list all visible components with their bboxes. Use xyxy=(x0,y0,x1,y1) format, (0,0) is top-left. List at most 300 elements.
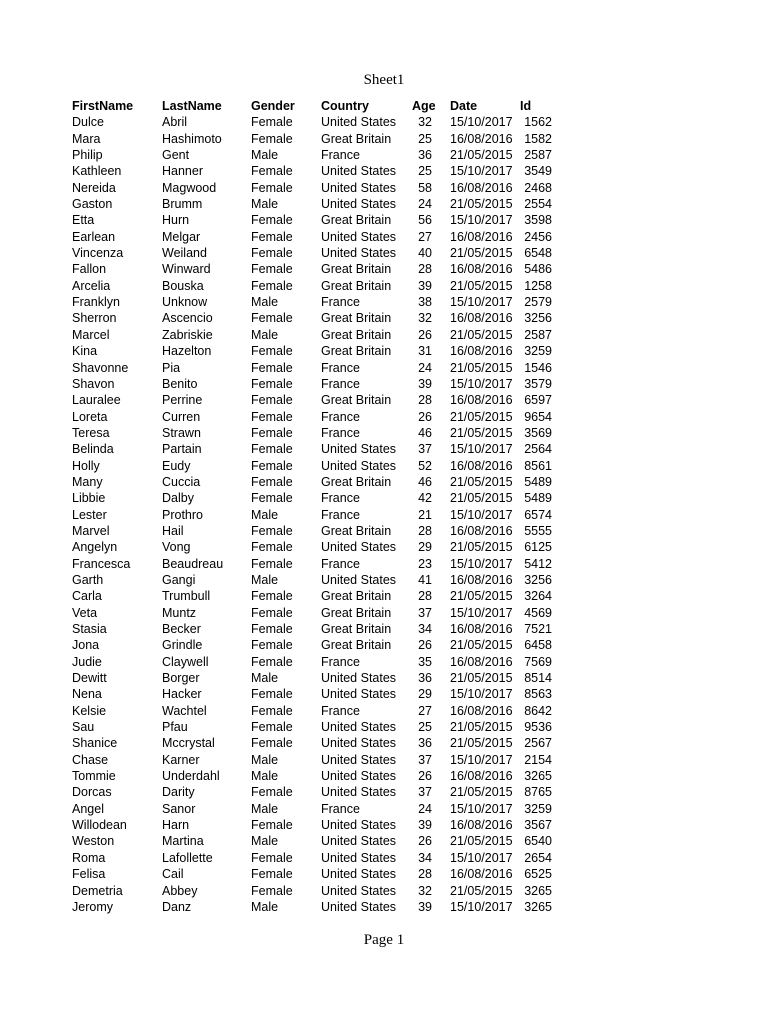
lastname-cell: Karner xyxy=(162,752,200,767)
lastname-cell: Martina xyxy=(162,834,204,849)
table-row xyxy=(72,866,552,882)
lastname-cell: Perrine xyxy=(162,393,203,408)
firstname-cell: Nereida xyxy=(72,180,116,195)
firstname-cell: Veta xyxy=(72,605,98,620)
date-cell: 16/08/2016 xyxy=(450,572,513,587)
country-cell: Great Britain xyxy=(321,262,392,277)
lastname-cell: Lafollette xyxy=(162,850,213,865)
gender-cell: Male xyxy=(251,572,279,587)
id-cell: 3567 xyxy=(524,818,552,833)
firstname-cell: Fallon xyxy=(72,262,107,277)
age-cell: 41 xyxy=(418,572,432,587)
lastname-cell: Hurn xyxy=(162,213,190,228)
firstname-cell: Libbie xyxy=(72,491,106,506)
id-cell: 3569 xyxy=(524,425,552,440)
age-cell: 27 xyxy=(418,229,432,244)
country-cell: United States xyxy=(321,752,397,767)
gender-cell: Female xyxy=(251,180,293,195)
date-cell: 15/10/2017 xyxy=(450,556,513,571)
lastname-cell: Bouska xyxy=(162,278,204,293)
id-cell: 7521 xyxy=(524,622,552,636)
country-cell: United States xyxy=(321,197,397,212)
date-cell: 16/08/2016 xyxy=(450,769,513,784)
firstname-cell: Demetria xyxy=(72,883,123,898)
age-cell: 26 xyxy=(418,769,432,784)
age-cell: 37 xyxy=(418,605,432,620)
lastname-cell: Wachtel xyxy=(162,703,207,718)
id-cell: 3265 xyxy=(524,769,552,784)
country-cell: Great Britain xyxy=(321,213,392,228)
date-cell: 15/10/2017 xyxy=(450,164,513,179)
country-cell: France xyxy=(321,409,360,424)
gender-cell: Female xyxy=(251,474,293,489)
gender-cell: Female xyxy=(251,425,293,440)
age-cell: 39 xyxy=(418,376,432,391)
country-cell: Great Britain xyxy=(321,638,392,653)
gender-cell: Female xyxy=(251,246,293,261)
lastname-cell: Gent xyxy=(162,148,190,163)
gender-cell: Female xyxy=(251,589,293,604)
date-cell: 16/08/2016 xyxy=(450,262,513,277)
lastname-cell: Grindle xyxy=(162,638,203,653)
date-cell: 15/10/2017 xyxy=(450,295,513,310)
firstname-cell: Nena xyxy=(72,687,102,702)
firstname-cell: Shanice xyxy=(72,736,118,751)
lastname-cell: Curren xyxy=(162,409,201,424)
id-cell: 8765 xyxy=(524,785,552,800)
lastname-cell: Underdahl xyxy=(162,769,220,784)
table-row xyxy=(72,458,552,474)
country-cell: United States xyxy=(321,899,397,914)
country-cell: United States xyxy=(321,458,397,473)
age-cell: 26 xyxy=(418,638,432,653)
date-cell: 16/08/2016 xyxy=(450,393,513,408)
gender-cell: Male xyxy=(251,769,279,784)
age-cell: 39 xyxy=(418,818,432,833)
age-cell: 28 xyxy=(418,867,432,882)
id-cell: 5489 xyxy=(524,474,552,489)
gender-cell: Male xyxy=(251,671,279,686)
id-cell: 3259 xyxy=(524,801,552,816)
country-cell: United States xyxy=(321,572,397,587)
table-row xyxy=(72,343,552,359)
id-cell: 2554 xyxy=(524,197,552,212)
id-cell: 8642 xyxy=(524,703,552,718)
table-row xyxy=(72,441,552,457)
table-row xyxy=(72,621,552,637)
age-cell: 37 xyxy=(418,752,432,767)
firstname-cell: Chase xyxy=(72,752,109,767)
lastname-cell: Vong xyxy=(162,540,191,555)
firstname-cell: Angelyn xyxy=(72,540,118,555)
country-cell: Great Britain xyxy=(321,344,392,359)
age-cell: 27 xyxy=(418,703,432,718)
country-cell: Great Britain xyxy=(321,311,392,326)
gender-cell: Female xyxy=(251,622,293,636)
lastname-cell: Winward xyxy=(162,262,211,277)
date-cell: 21/05/2015 xyxy=(450,638,513,653)
gender-cell: Female xyxy=(251,213,293,228)
lastname-cell: Cail xyxy=(162,867,184,882)
lastname-cell: Dalby xyxy=(162,491,194,506)
lastname-cell: Abril xyxy=(162,115,188,130)
firstname-cell: Teresa xyxy=(72,425,110,440)
age-cell: 58 xyxy=(418,180,432,195)
age-cell: 37 xyxy=(418,785,432,800)
firstname-cell: Garth xyxy=(72,572,104,587)
lastname-cell: Ascencio xyxy=(162,311,213,326)
id-cell: 2456 xyxy=(524,229,552,244)
lastname-cell: Gangi xyxy=(162,572,196,587)
date-cell: 21/05/2015 xyxy=(450,785,513,800)
country-cell: Great Britain xyxy=(321,278,392,293)
gender-cell: Female xyxy=(251,229,293,244)
gender-cell: Male xyxy=(251,295,279,310)
date-cell: 21/05/2015 xyxy=(450,278,513,293)
table-row xyxy=(72,278,552,294)
id-cell: 2567 xyxy=(524,736,552,751)
lastname-cell: Hail xyxy=(162,523,184,538)
table-row xyxy=(72,409,552,425)
lastname-cell: Melgar xyxy=(162,229,201,244)
table-row xyxy=(72,245,552,261)
table-row xyxy=(72,539,552,555)
gender-cell: Female xyxy=(251,458,293,473)
age-cell: 37 xyxy=(418,442,432,457)
id-cell: 2468 xyxy=(524,180,552,195)
table-row xyxy=(72,360,552,376)
firstname-cell: Angel xyxy=(72,801,104,816)
firstname-cell: Marvel xyxy=(72,523,110,538)
country-cell: Great Britain xyxy=(321,327,392,342)
gender-cell: Female xyxy=(251,687,293,702)
country-cell: France xyxy=(321,703,360,718)
table-row xyxy=(72,670,552,686)
country-cell: United States xyxy=(321,720,397,735)
age-cell: 32 xyxy=(418,883,432,898)
lastname-cell: Prothro xyxy=(162,507,203,522)
country-cell: Great Britain xyxy=(321,474,392,489)
age-cell: 32 xyxy=(418,115,432,130)
country-cell: United States xyxy=(321,687,397,702)
country-cell: United States xyxy=(321,818,397,833)
id-cell: 5486 xyxy=(524,262,552,277)
lastname-cell: Harn xyxy=(162,818,190,833)
country-cell: United States xyxy=(321,180,397,195)
table-row xyxy=(72,294,552,310)
country-cell: France xyxy=(321,425,360,440)
id-cell: 2564 xyxy=(524,442,552,457)
date-cell: 16/08/2016 xyxy=(450,654,513,669)
date-cell: 21/05/2015 xyxy=(450,148,513,163)
date-cell: 21/05/2015 xyxy=(450,360,513,375)
firstname-cell: Many xyxy=(72,474,103,489)
gender-cell: Female xyxy=(251,720,293,735)
column-header-country: Country xyxy=(321,99,369,113)
country-cell: United States xyxy=(321,883,397,898)
age-cell: 46 xyxy=(418,425,432,440)
country-cell: United States xyxy=(321,671,397,686)
gender-cell: Female xyxy=(251,736,293,751)
date-cell: 21/05/2015 xyxy=(450,246,513,261)
id-cell: 3259 xyxy=(524,344,552,359)
data-table xyxy=(72,98,552,915)
id-cell: 9536 xyxy=(524,720,552,735)
country-cell: Great Britain xyxy=(321,523,392,538)
date-cell: 21/05/2015 xyxy=(450,491,513,506)
table-row xyxy=(72,507,552,523)
lastname-cell: Hashimoto xyxy=(162,131,222,146)
date-cell: 16/08/2016 xyxy=(450,131,513,146)
firstname-cell: Willodean xyxy=(72,818,127,833)
id-cell: 3579 xyxy=(524,376,552,391)
date-cell: 15/10/2017 xyxy=(450,801,513,816)
table-row xyxy=(72,556,552,572)
date-cell: 15/10/2017 xyxy=(450,899,513,914)
id-cell: 1258 xyxy=(524,278,552,293)
country-cell: United States xyxy=(321,164,397,179)
firstname-cell: Earlean xyxy=(72,229,116,244)
lastname-cell: Pfau xyxy=(162,720,188,735)
firstname-cell: Loreta xyxy=(72,409,108,424)
table-row xyxy=(72,523,552,539)
country-cell: France xyxy=(321,654,360,669)
firstname-cell: Weston xyxy=(72,834,115,849)
lastname-cell: Cuccia xyxy=(162,474,201,489)
firstname-cell: Carla xyxy=(72,589,102,604)
id-cell: 6597 xyxy=(524,393,552,408)
country-cell: United States xyxy=(321,229,397,244)
id-cell: 3256 xyxy=(524,311,552,326)
date-cell: 21/05/2015 xyxy=(450,327,513,342)
age-cell: 26 xyxy=(418,834,432,849)
table-row xyxy=(72,703,552,719)
gender-cell: Male xyxy=(251,148,279,163)
date-cell: 16/08/2016 xyxy=(450,622,513,636)
age-cell: 34 xyxy=(418,622,432,636)
table-row xyxy=(72,801,552,817)
date-cell: 16/08/2016 xyxy=(450,523,513,538)
country-cell: United States xyxy=(321,736,397,751)
gender-cell: Female xyxy=(251,523,293,538)
lastname-cell: Unknow xyxy=(162,295,208,310)
gender-cell: Female xyxy=(251,818,293,833)
id-cell: 3549 xyxy=(524,164,552,179)
country-cell: United States xyxy=(321,785,397,800)
id-cell: 6548 xyxy=(524,246,552,261)
age-cell: 46 xyxy=(418,474,432,489)
age-cell: 36 xyxy=(418,148,432,163)
date-cell: 15/10/2017 xyxy=(450,442,513,457)
age-cell: 39 xyxy=(418,899,432,914)
gender-cell: Female xyxy=(251,393,293,408)
firstname-cell: Kelsie xyxy=(72,703,107,718)
id-cell: 6540 xyxy=(524,834,552,849)
lastname-cell: Muntz xyxy=(162,605,197,620)
date-cell: 16/08/2016 xyxy=(450,344,513,359)
date-cell: 15/10/2017 xyxy=(450,115,513,130)
column-header-id: Id xyxy=(520,99,532,113)
lastname-cell: Hacker xyxy=(162,687,202,702)
lastname-cell: Borger xyxy=(162,671,200,686)
age-cell: 36 xyxy=(418,671,432,686)
table-row xyxy=(72,196,552,212)
country-cell: France xyxy=(321,556,360,571)
firstname-cell: Philip xyxy=(72,148,103,163)
country-cell: France xyxy=(321,295,360,310)
id-cell: 6525 xyxy=(524,867,552,882)
date-cell: 21/05/2015 xyxy=(450,720,513,735)
age-cell: 24 xyxy=(418,360,432,375)
table-row xyxy=(72,719,552,735)
age-cell: 29 xyxy=(418,540,432,555)
firstname-cell: Roma xyxy=(72,850,106,865)
gender-cell: Female xyxy=(251,556,293,571)
id-cell: 6458 xyxy=(524,638,552,653)
firstname-cell: Vincenza xyxy=(72,246,124,261)
age-cell: 52 xyxy=(418,458,432,473)
age-cell: 28 xyxy=(418,589,432,604)
country-cell: France xyxy=(321,148,360,163)
lastname-cell: Brumm xyxy=(162,197,203,212)
firstname-cell: Kathleen xyxy=(72,164,122,179)
table-row xyxy=(72,376,552,392)
gender-cell: Male xyxy=(251,507,279,522)
date-cell: 21/05/2015 xyxy=(450,409,513,424)
table-row xyxy=(72,131,552,147)
id-cell: 3256 xyxy=(524,572,552,587)
firstname-cell: Marcel xyxy=(72,327,110,342)
date-cell: 16/08/2016 xyxy=(450,818,513,833)
table-row xyxy=(72,850,552,866)
age-cell: 28 xyxy=(418,523,432,538)
country-cell: United States xyxy=(321,834,397,849)
id-cell: 4569 xyxy=(524,605,552,620)
gender-cell: Female xyxy=(251,540,293,555)
firstname-cell: Shavon xyxy=(72,376,115,391)
id-cell: 6125 xyxy=(524,540,552,555)
lastname-cell: Magwood xyxy=(162,180,217,195)
age-cell: 28 xyxy=(418,393,432,408)
country-cell: France xyxy=(321,507,360,522)
age-cell: 25 xyxy=(418,720,432,735)
lastname-cell: Abbey xyxy=(162,883,198,898)
table-row xyxy=(72,572,552,588)
column-header-date: Date xyxy=(450,99,478,113)
gender-cell: Female xyxy=(251,605,293,620)
lastname-cell: Sanor xyxy=(162,801,196,816)
lastname-cell: Mccrystal xyxy=(162,736,215,751)
gender-cell: Female xyxy=(251,850,293,865)
gender-cell: Female xyxy=(251,785,293,800)
firstname-cell: Sherron xyxy=(72,311,117,326)
id-cell: 5555 xyxy=(524,523,552,538)
age-cell: 38 xyxy=(418,295,432,310)
firstname-cell: Gaston xyxy=(72,197,113,212)
id-cell: 3598 xyxy=(524,213,552,228)
id-cell: 5412 xyxy=(524,556,552,571)
lastname-cell: Benito xyxy=(162,376,198,391)
id-cell: 2579 xyxy=(524,295,552,310)
table-row xyxy=(72,163,552,179)
lastname-cell: Claywell xyxy=(162,654,209,669)
date-cell: 15/10/2017 xyxy=(450,687,513,702)
country-cell: Great Britain xyxy=(321,131,392,146)
firstname-cell: Franklyn xyxy=(72,295,120,310)
lastname-cell: Hanner xyxy=(162,164,203,179)
gender-cell: Male xyxy=(251,752,279,767)
gender-cell: Female xyxy=(251,409,293,424)
date-cell: 16/08/2016 xyxy=(450,311,513,326)
firstname-cell: Mara xyxy=(72,131,101,146)
firstname-cell: Dulce xyxy=(72,115,104,130)
country-cell: France xyxy=(321,491,360,506)
date-cell: 16/08/2016 xyxy=(450,703,513,718)
date-cell: 16/08/2016 xyxy=(450,180,513,195)
firstname-cell: Etta xyxy=(72,213,95,228)
gender-cell: Female xyxy=(251,131,293,146)
date-cell: 16/08/2016 xyxy=(450,867,513,882)
country-cell: United States xyxy=(321,442,397,457)
table-row xyxy=(72,588,552,604)
age-cell: 39 xyxy=(418,278,432,293)
age-cell: 24 xyxy=(418,801,432,816)
lastname-cell: Strawn xyxy=(162,425,201,440)
date-cell: 21/05/2015 xyxy=(450,589,513,604)
date-cell: 15/10/2017 xyxy=(450,507,513,522)
gender-cell: Female xyxy=(251,115,293,130)
table-row xyxy=(72,784,552,800)
lastname-cell: Eudy xyxy=(162,458,191,473)
table-row xyxy=(72,735,552,751)
country-cell: Great Britain xyxy=(321,589,392,604)
date-cell: 15/10/2017 xyxy=(450,376,513,391)
table-row xyxy=(72,147,552,163)
id-cell: 6574 xyxy=(524,507,552,522)
country-cell: France xyxy=(321,360,360,375)
lastname-cell: Hazelton xyxy=(162,344,212,359)
firstname-cell: Tommie xyxy=(72,769,116,784)
lastname-cell: Partain xyxy=(162,442,202,457)
id-cell: 1546 xyxy=(524,360,552,375)
age-cell: 35 xyxy=(418,654,432,669)
firstname-cell: Holly xyxy=(72,458,100,473)
date-cell: 21/05/2015 xyxy=(450,834,513,849)
date-cell: 21/05/2015 xyxy=(450,540,513,555)
date-cell: 15/10/2017 xyxy=(450,752,513,767)
id-cell: 1582 xyxy=(524,131,552,146)
table-row xyxy=(72,261,552,277)
firstname-cell: Francesca xyxy=(72,556,131,571)
firstname-cell: Felisa xyxy=(72,867,106,882)
id-cell: 8514 xyxy=(524,671,552,686)
gender-cell: Female xyxy=(251,311,293,326)
table-row xyxy=(72,180,552,196)
age-cell: 26 xyxy=(418,409,432,424)
firstname-cell: Dewitt xyxy=(72,671,107,686)
country-cell: United States xyxy=(321,850,397,865)
id-cell: 3265 xyxy=(524,899,552,914)
lastname-cell: Zabriskie xyxy=(162,327,213,342)
gender-cell: Female xyxy=(251,442,293,457)
lastname-cell: Danz xyxy=(162,899,192,914)
age-cell: 23 xyxy=(418,556,432,571)
table-row xyxy=(72,229,552,245)
gender-cell: Female xyxy=(251,703,293,718)
column-header-age: Age xyxy=(412,99,436,113)
firstname-cell: Lauralee xyxy=(72,393,121,408)
lastname-cell: Darity xyxy=(162,785,195,800)
